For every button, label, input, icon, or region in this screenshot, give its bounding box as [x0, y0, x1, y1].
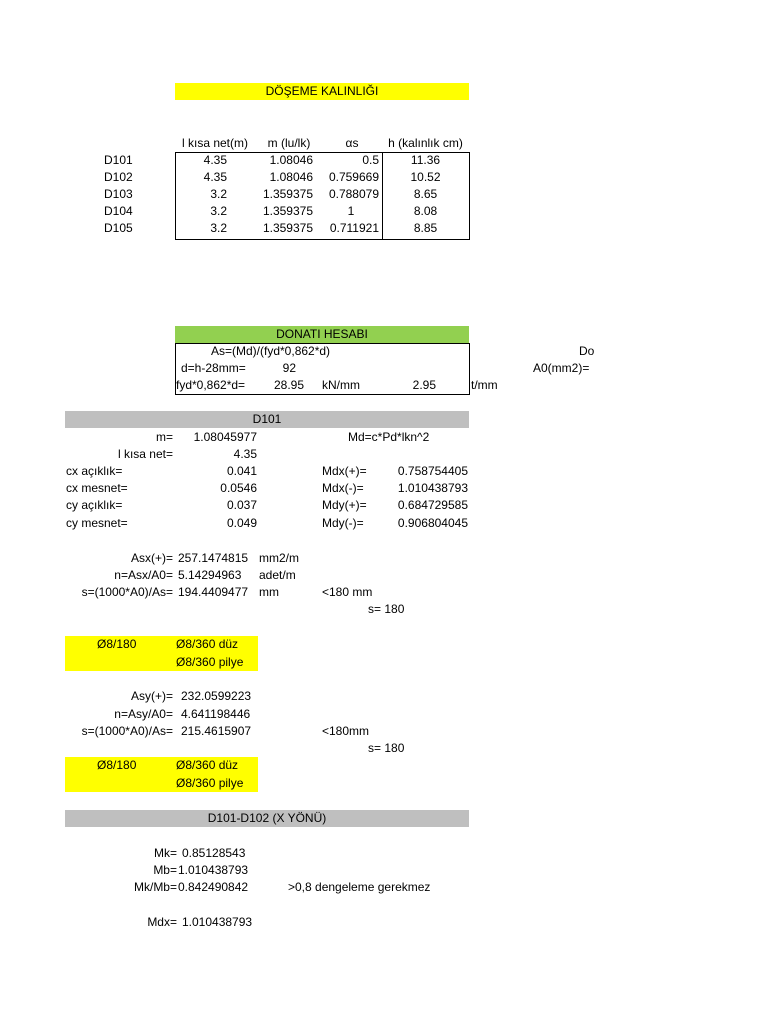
cell-as: 0.788079	[328, 187, 379, 201]
col-header-m: m (lu/lk)	[267, 136, 311, 150]
sy-limit: <180mm	[322, 724, 370, 738]
cell-as: 0.5	[362, 153, 379, 167]
reinforcement-title: DONATI HESABI	[175, 326, 469, 343]
cell-m: 1.359375	[262, 204, 313, 218]
rebar-x-bent: Ø8/360 pilye	[176, 655, 244, 669]
l-label: l kısa net=	[117, 447, 173, 461]
cell-h: 10.52	[410, 170, 441, 184]
rebar-y-straight: Ø8/360 düz	[176, 758, 239, 772]
mdy-pos-label: Mdy(+)=	[322, 498, 367, 512]
cell-as: 1	[347, 204, 355, 218]
mdx-neg-label: Mdx(-)=	[322, 481, 364, 495]
cell-m: 1.359375	[262, 221, 313, 235]
ratio-note: >0,8 dengeleme gerekmez	[288, 880, 431, 894]
cell-m: 1.08046	[269, 170, 313, 184]
cy-span-value: 0.037	[226, 498, 257, 512]
col-header-as: αs	[345, 136, 359, 150]
asx-unit: mm2/m	[259, 551, 299, 565]
fyd-label: fyd*0,862*d=	[176, 378, 246, 392]
cx-span-value: 0.041	[226, 464, 257, 478]
cx-support-value: 0.0546	[220, 481, 257, 495]
row-name: D104	[104, 204, 133, 218]
ratio-value: 0.842490842	[178, 880, 249, 894]
rebar-y-bent: Ø8/360 pilye	[176, 776, 244, 790]
col-header-l: l kısa net(m)	[181, 136, 248, 150]
nx-label: n=Asx/A0=	[114, 568, 173, 582]
row-name: D103	[104, 187, 133, 201]
sy-label: s=(1000*A0)/As=	[81, 724, 173, 738]
m-value: 1.08045977	[193, 430, 257, 444]
cell-l: 3.2	[210, 204, 227, 218]
cx-span-label: cx açıklık=	[66, 464, 123, 478]
mb-label: Mb=	[153, 863, 177, 877]
sy-value: 215.4615907	[181, 724, 252, 738]
slab-thickness-title: DÖŞEME KALINLIĞI	[175, 83, 469, 100]
asx-label: Asx(+)=	[130, 551, 173, 565]
sx-value: 194.4409477	[178, 585, 249, 599]
t-value: 2.95	[412, 378, 436, 392]
sy-selected: s= 180	[368, 741, 405, 755]
cy-span-label: cy açıklık=	[66, 498, 123, 512]
mk-label: Mk=	[153, 846, 177, 860]
ratio-label: Mk/Mb=	[133, 880, 177, 894]
mdy-neg-label: Mdy(-)=	[322, 516, 364, 530]
a0-label: A0(mm2)=	[533, 361, 590, 375]
row-name: D105	[104, 221, 133, 235]
asy-value: 232.0599223	[181, 689, 252, 703]
sx-limit: <180 mm	[322, 585, 373, 599]
cell-l: 4.35	[203, 170, 227, 184]
mk-value: 0.85128543	[182, 846, 246, 860]
row-name: D101	[104, 153, 133, 167]
fyd-unit: kN/mm	[322, 378, 360, 392]
row-name: D102	[104, 170, 133, 184]
cy-support-label: cy mesnet=	[66, 516, 128, 530]
mb-value: 1.010438793	[178, 863, 249, 877]
d101-d102-title: D101-D102 (X YÖNÜ)	[65, 810, 469, 827]
sx-label: s=(1000*A0)/As=	[81, 585, 173, 599]
cell-l: 4.35	[203, 153, 227, 167]
cell-l: 3.2	[210, 187, 227, 201]
m-label: m=	[155, 430, 173, 444]
l-value: 4.35	[233, 447, 257, 461]
mdx-value: 1.010438793	[182, 915, 253, 929]
mdx-pos-value: 0.758754405	[397, 464, 468, 478]
cell-as: 0.711921	[329, 221, 379, 235]
as-formula: As=(Md)/(fyd*0,862*d)	[211, 344, 331, 358]
cell-h: 8.65	[413, 187, 438, 201]
do-label: Do	[579, 344, 595, 358]
asx-value: 257.1474815	[178, 551, 249, 565]
ny-label: n=Asy/A0=	[114, 707, 173, 721]
cell-h: 11.36	[410, 153, 441, 167]
cell-l: 3.2	[210, 221, 227, 235]
ny-value: 4.641198446	[181, 707, 251, 721]
sx-selected: s= 180	[368, 602, 405, 616]
d-label: d=h-28mm=	[181, 361, 246, 375]
cell-h: 8.85	[413, 221, 438, 235]
rebar-x-straight: Ø8/360 düz	[176, 637, 239, 651]
mdx-label: Mdx=	[147, 915, 177, 929]
col-header-h: h (kalınlık cm)	[388, 136, 463, 150]
rebar-x-main: Ø8/180	[97, 637, 137, 651]
md-formula: Md=c*Pd*lkn^2	[348, 430, 430, 444]
nx-unit: adet/m	[259, 568, 296, 582]
cell-h: 8.08	[413, 204, 438, 218]
mdy-pos-value: 0.684729585	[397, 498, 468, 512]
mdx-neg-value: 1.010438793	[397, 481, 468, 495]
rebar-y-main: Ø8/180	[97, 758, 137, 772]
d-value: 92	[282, 361, 296, 375]
nx-value: 5.14294963	[178, 568, 242, 582]
sx-unit: mm	[259, 585, 279, 599]
cx-support-label: cx mesnet=	[66, 481, 128, 495]
fyd-value: 28.95	[273, 378, 304, 392]
asy-label: Asy(+)=	[130, 689, 173, 703]
cell-as: 0.759669	[328, 170, 379, 184]
cy-support-value: 0.049	[226, 516, 257, 530]
d101-title: D101	[65, 411, 469, 428]
mdx-pos-label: Mdx(+)=	[322, 464, 367, 478]
t-unit: t/mm	[471, 378, 498, 392]
cell-m: 1.08046	[269, 153, 313, 167]
mdy-neg-value: 0.906804045	[397, 516, 468, 530]
cell-m: 1.359375	[262, 187, 313, 201]
